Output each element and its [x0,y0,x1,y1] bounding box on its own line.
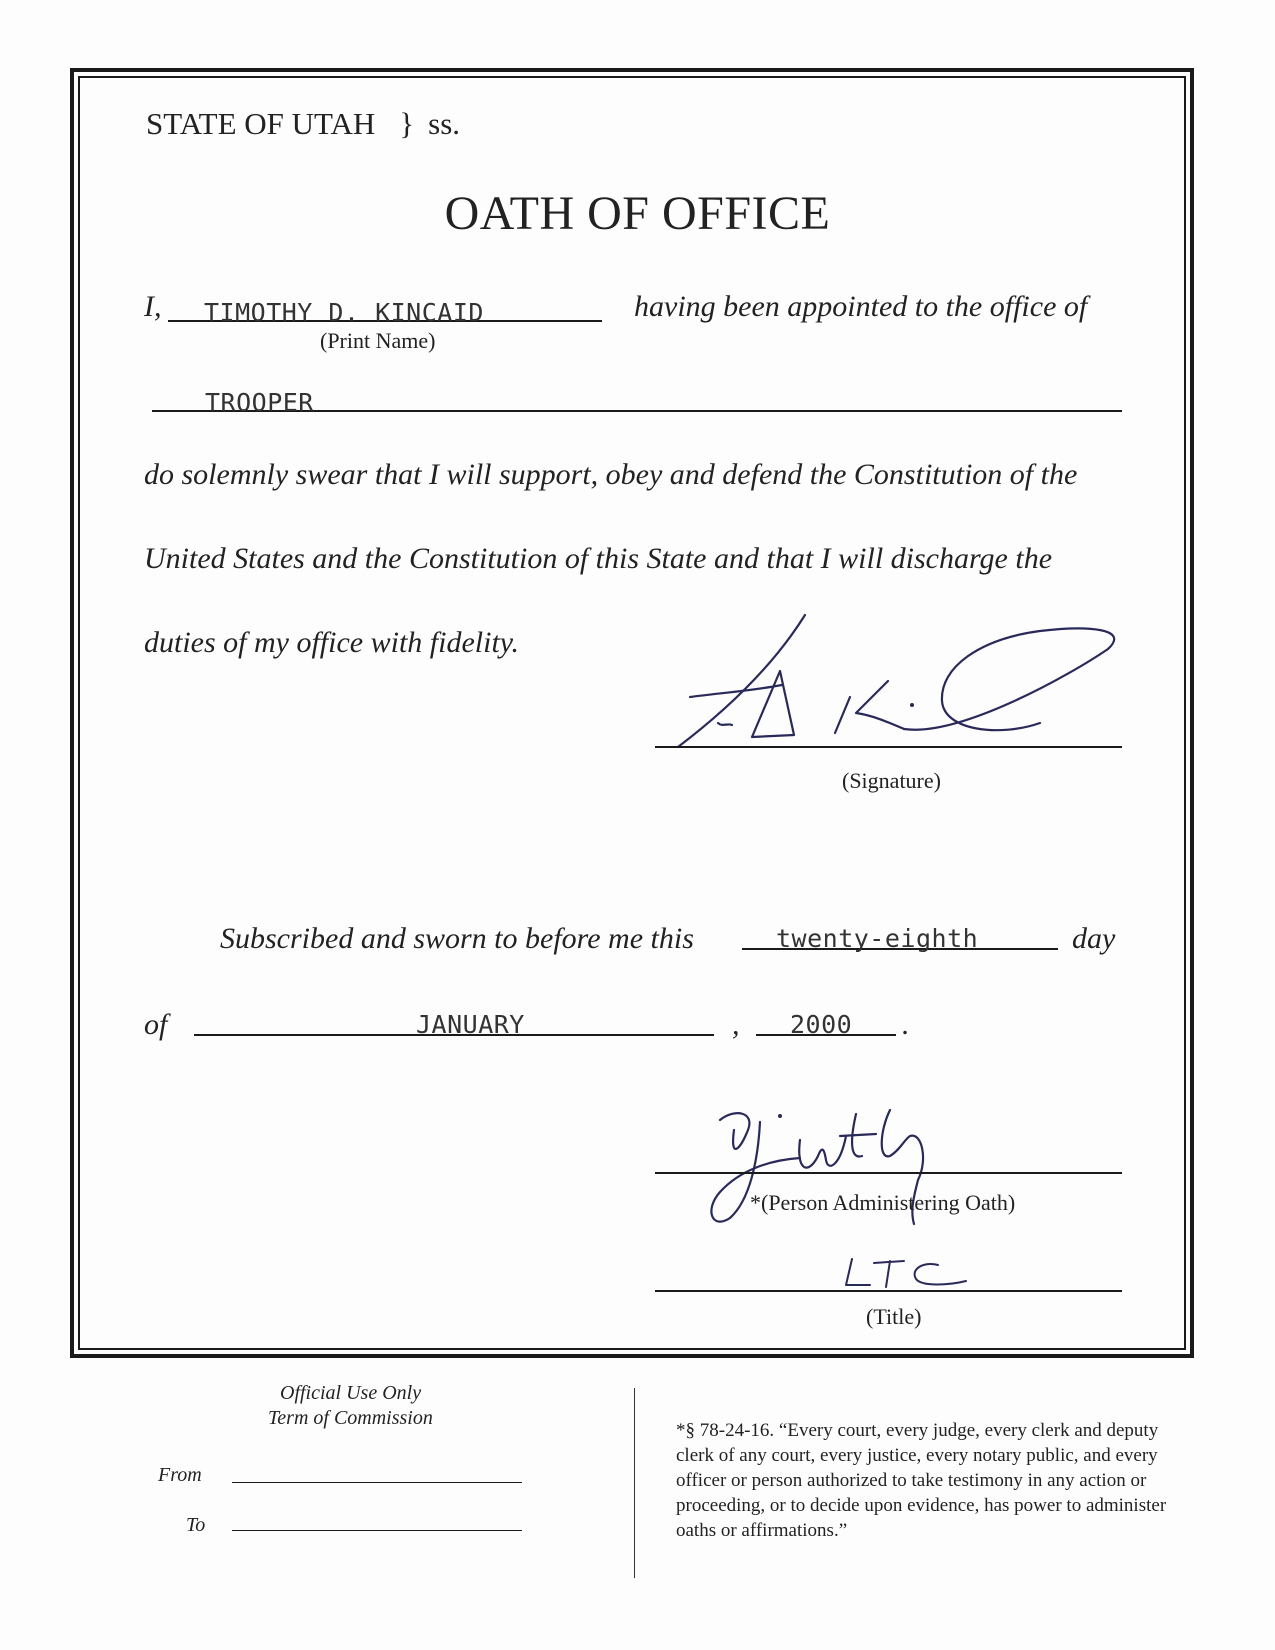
office-value[interactable]: TROOPER [205,388,314,417]
venue-abbrev: ss. [428,106,461,141]
appointed-text: having been appointed to the office of [634,290,1088,323]
title-handwritten-ltc [840,1255,970,1295]
oath-text-line-3: duties of my office with fidelity. [144,626,519,659]
oath-taker-signature [660,605,1120,755]
title-caption: (Title) [866,1304,922,1329]
to-line[interactable] [232,1530,522,1531]
statute-text: *§ 78-24-16. “Every court, every judge, every clerk and deputy clerk of any court, every justice, every notary public, and every officer or person authorized to take testimony in any action or proceeding, or to decide upon evidence, has power to administer oaths or affirmations.” [676,1420,1167,1541]
document-title: OATH OF OFFICE [444,187,831,240]
oath-intro: I, [144,290,162,323]
print-name-value[interactable]: TIMOTHY D. KINCAID [204,298,484,327]
oath-text-line-1: do solemnly swear that I will support, obey and defend the Constitution of the [144,458,1078,491]
signature-caption: (Signature) [842,768,941,793]
comma: , [732,1008,740,1041]
venue-heading [146,106,460,142]
administrator-caption: *(Person Administering Oath) [750,1190,1016,1215]
from-line[interactable] [232,1482,522,1483]
to-label: To [186,1514,206,1536]
title-line [655,1290,1122,1292]
brace-symbol: } [399,106,415,141]
term-of-commission-heading: Term of Commission [268,1407,433,1429]
footer-divider [634,1388,635,1578]
day-value[interactable]: twenty-eighth [776,924,979,953]
state-name: STATE OF UTAH [146,106,376,141]
period: . [902,1008,910,1041]
day-word: day [1072,922,1116,955]
year-value[interactable]: 2000 [790,1010,853,1039]
month-value[interactable]: JANUARY [416,1010,525,1039]
official-use-heading: Official Use Only [280,1382,422,1404]
signature-line [655,746,1122,748]
print-name-caption: (Print Name) [320,328,436,353]
of-word: of [144,1008,168,1041]
from-label: From [158,1464,202,1486]
subscribed-text: Subscribed and sworn to before me this [220,922,694,955]
oath-text-line-2: United States and the Constitution of this State and that I will discharge the [144,542,1053,575]
administrator-line [655,1172,1122,1174]
